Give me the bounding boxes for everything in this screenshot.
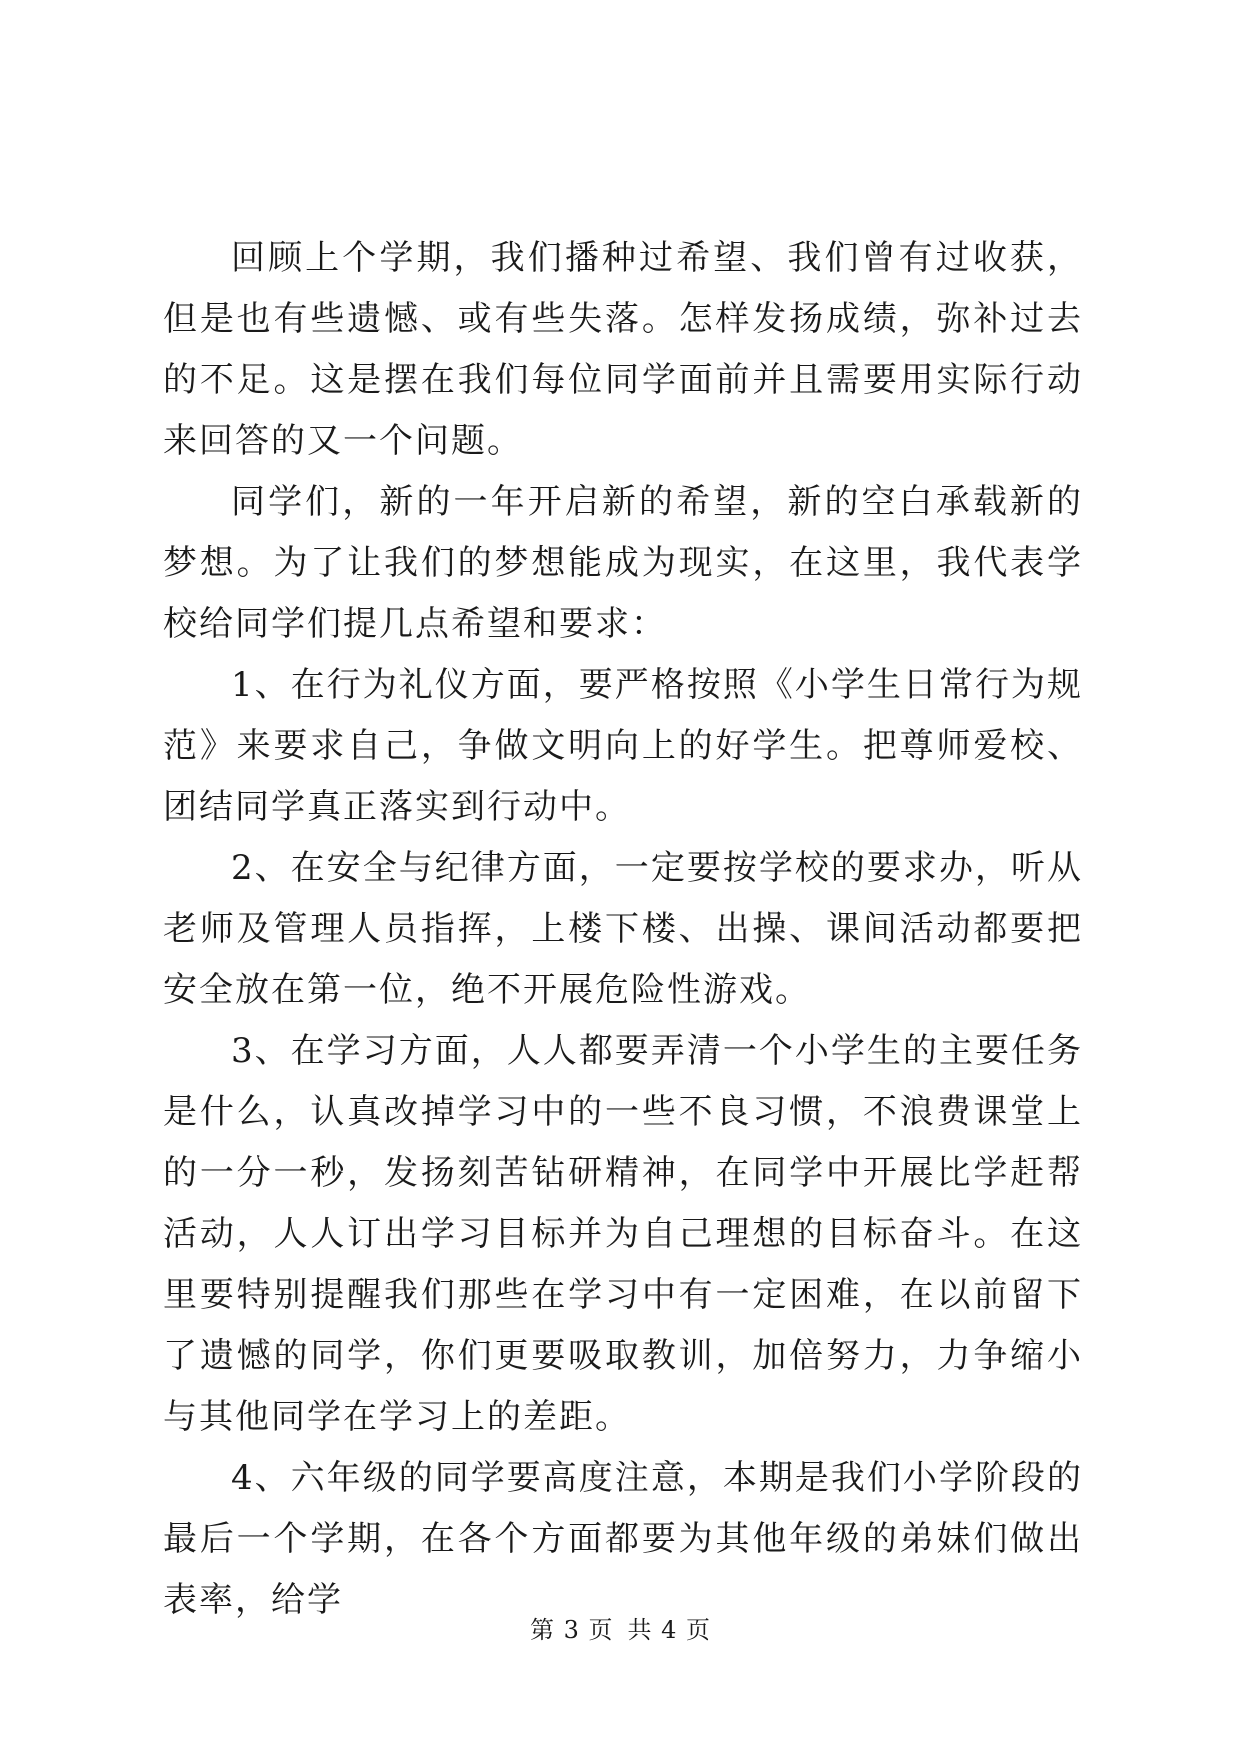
paragraph-new-year-hopes: 同学们，新的一年开启新的希望，新的空白承载新的梦想。为了让我们的梦想能成为现实，在这里，我代表学校给同学们提几点希望和要求： <box>163 482 1083 644</box>
page-footer <box>0 1614 1241 1646</box>
paragraph-item-1-etiquette: 1、在行为礼仪方面，要严格按照《小学生日常行为规范》来要求自己，争做文明向上的好学生。把尊师爱校、团结同学真正落实到行动中。 <box>163 665 1083 827</box>
document-body <box>163 228 1083 1631</box>
page-total: 共 4 页 <box>627 1616 712 1644</box>
paragraph-review: 回顾上个学期，我们播种过希望、我们曾有过收获，但是也有些遗憾、或有些失落。怎样发扬成绩，弥补过去的不足。这是摆在我们每位同学面前并且需要用实际行动来回答的又一个问题。 <box>163 238 1083 461</box>
paragraph-item-2-safety: 2、在安全与纪律方面，一定要按学校的要求办，听从老师及管理人员指挥，上楼下楼、出操、课间活动都要把安全放在第一位，绝不开展危险性游戏。 <box>163 848 1083 1010</box>
paragraph-item-3-study: 3、在学习方面，人人都要弄清一个小学生的主要任务是什么，认真改掉学习中的一些不良习惯，不浪费课堂上的一分一秒，发扬刻苦钻研精神，在同学中开展比学赶帮活动，人人订出学习目标并为自己理想的目标奋斗。在这里要特别提醒我们那些在学习中有一定困难，在以前留下了遗憾的同学，你们更要吸取教训，加倍努力，力争缩小与其他同学在学习上的差距。 <box>163 1031 1083 1437</box>
page-number: 第 3 页 <box>529 1616 614 1644</box>
paragraph-item-4-sixth-grade: 4、六年级的同学要高度注意，本期是我们小学阶段的最后一个学期，在各个方面都要为其他年级的弟妹们做出表率，给学 <box>163 1458 1083 1620</box>
